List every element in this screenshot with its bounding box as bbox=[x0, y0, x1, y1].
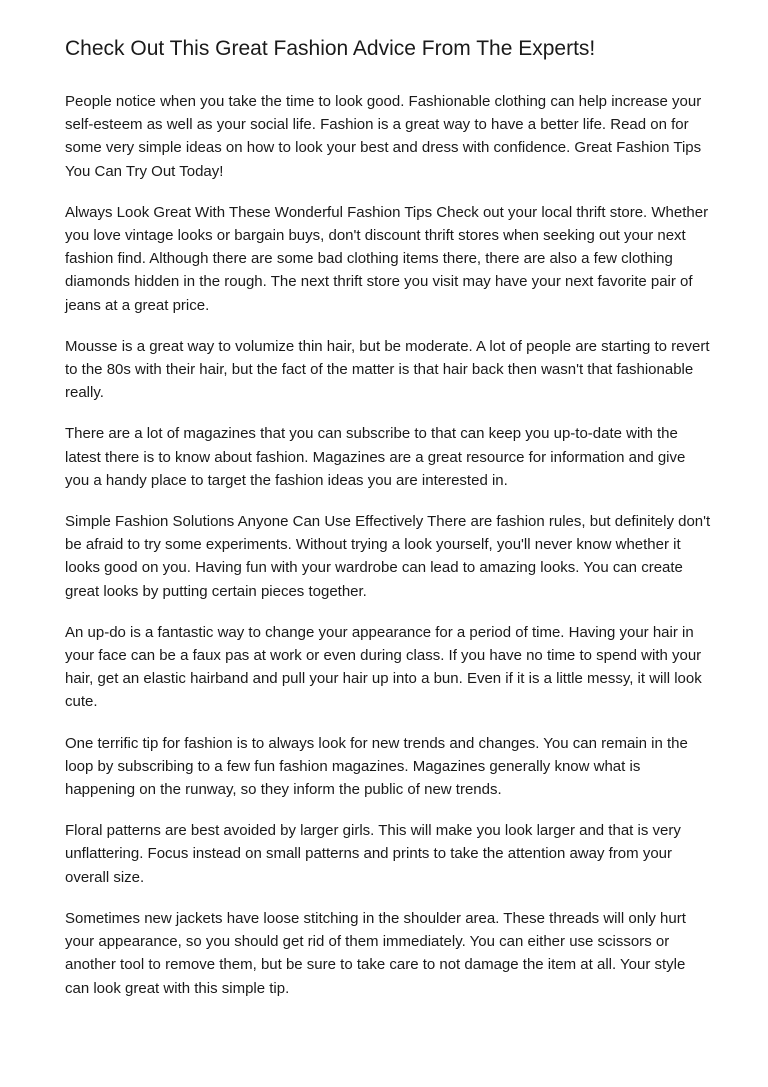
paragraph-thrift-store: Always Look Great With These Wonderful Fashion Tips Check out your local thrift store. Whether you love vintage looks or bargain buys, don't discount thrift stores when seeking out your next fashion find. Although there are some bad clothing items there, there are also a few clothing diamonds hidden in the rough. The next thrift store you visit may have your next favorite pair of jeans at a great price. bbox=[65, 203, 709, 314]
paragraph-fashion-rules: Simple Fashion Solutions Anyone Can Use Effectively There are fashion rules, but definitely don't be afraid to try some experiments. Without trying a look yourself, you'll never know whether it looks good on you. Having fun with your wardrobe can lead to amazing looks. You can create great looks by putting certain pieces together. bbox=[65, 513, 711, 600]
paragraph-magazines: There are a lot of magazines that you can subscribe to that can keep you up-to-date with the latest there is to know about fashion. Magazines are a great resource for information and give you a handy place to target the fashion ideas you are interested in. bbox=[65, 425, 686, 489]
paragraph-mousse: Mousse is a great way to volumize thin hair, but be moderate. A lot of people are starting to revert to the 80s with their hair, but the fact of the matter is that hair back then wasn't that fashionable really. bbox=[65, 337, 710, 402]
paragraph-intro: People notice when you take the time to look good. Fashionable clothing can help increase your self-esteem as well as your social life. Fashion is a great way to have a better life. Read on for some very simple ideas on how to look your best and dress with confidence. Great Fashion Tips You Can Try Out Today! bbox=[65, 93, 702, 180]
paragraph-loose-stitching: Sometimes new jackets have loose stitching in the shoulder area. These threads will only hurt your appearance, so you should get rid of them immediately. You can either use scissors or another tool to remove them, but be sure to take care to not damage the item at all. Your style can look great with this simple tip. bbox=[65, 909, 686, 997]
document-title: Check Out This Great Fashion Advice From The Experts! bbox=[65, 37, 596, 60]
paragraph-up-do: An up-do is a fantastic way to change your appearance for a period of time. Having your hair in your face can be a faux pas at work or even during class. If you have no time to spend with your hair, get an elastic hairband and pull your hair up into a bun. Even if it is a little messy, it will look cute. bbox=[65, 623, 702, 711]
paragraph-trends: One terrific tip for fashion is to always look for new trends and changes. You can remain in the loop by subscribing to a few fun fashion magazines. Magazines generally know what is happening on the runway, so they inform the public of new trends. bbox=[65, 734, 688, 799]
document-page bbox=[65, 34, 713, 1018]
paragraph-floral-patterns: Floral patterns are best avoided by larger girls. This will make you look larger and that is very unflattering. Focus instead on small patterns and prints to take the attention away from your overall size. bbox=[65, 822, 681, 886]
